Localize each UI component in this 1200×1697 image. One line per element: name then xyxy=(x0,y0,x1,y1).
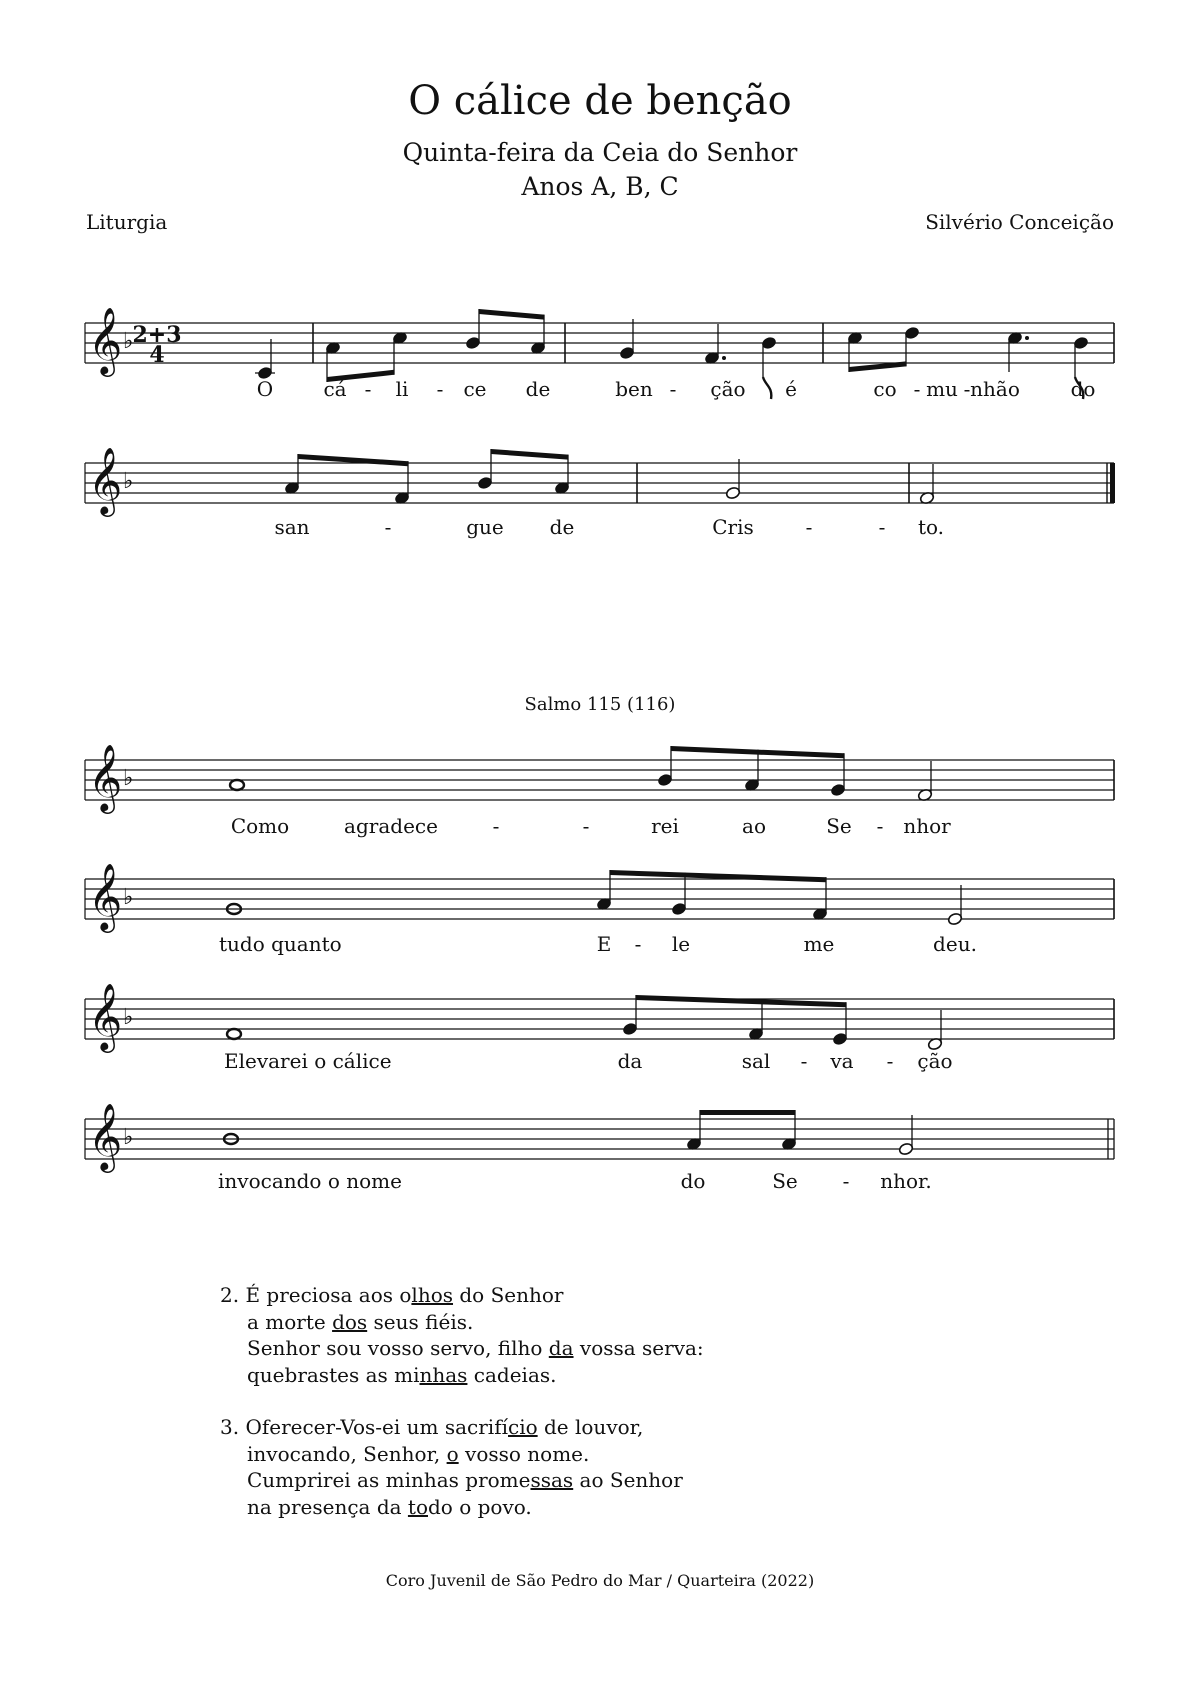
stressed-syllable: ssas xyxy=(530,1468,574,1492)
note-E4 xyxy=(947,885,963,926)
verse-text: Oferecer-Vos-ei um sacrifí xyxy=(245,1415,508,1439)
verse-line xyxy=(220,1335,704,1362)
lyric-syllable: va xyxy=(830,1049,854,1073)
note-A4 xyxy=(744,750,760,792)
final-barline xyxy=(1110,463,1115,503)
verse-stanza-3 xyxy=(220,1414,704,1520)
verse-text: seus fiéis. xyxy=(367,1309,474,1334)
verse-text: do Senhor xyxy=(453,1283,564,1307)
treble-clef-icon: 𝄞 xyxy=(88,306,123,374)
verse-text: ao Senhor xyxy=(573,1468,683,1492)
staff-psalm-1 xyxy=(85,743,1114,814)
note-D5 xyxy=(904,326,920,366)
verse-text: de louvor, xyxy=(537,1415,644,1439)
composer-credit: Silvério Conceição xyxy=(925,210,1114,234)
stressed-syllable: to xyxy=(407,1494,428,1519)
note-G4 xyxy=(622,995,638,1036)
song-title: O cálice de benção xyxy=(408,78,792,124)
note-C5 xyxy=(1007,331,1029,372)
flat-key-signature-icon: ♭ xyxy=(123,469,134,494)
treble-clef-icon: 𝄞 xyxy=(88,1102,123,1170)
lyric-syllable: co xyxy=(873,377,897,401)
lyric-syllable: ben xyxy=(615,377,653,401)
flat-key-signature-icon: ♭ xyxy=(123,329,134,354)
lyric-syllable: Cris xyxy=(712,515,754,539)
staff-psalm-3 xyxy=(85,982,1114,1053)
verse-text: Senhor sou vosso servo, filho xyxy=(247,1336,549,1360)
verse-text: vossa serva: xyxy=(573,1336,704,1360)
staff-psalm-2 xyxy=(85,862,1114,933)
lyric-hyphen: - xyxy=(800,1049,808,1073)
treble-clef-icon: 𝄞 xyxy=(88,446,123,514)
note-A4 xyxy=(596,870,612,911)
time-signature-bottom: 4 xyxy=(149,342,165,368)
lyric-syllable: tudo quanto xyxy=(219,932,342,956)
beam xyxy=(491,449,568,460)
lyric-syllable: ção xyxy=(917,1049,953,1073)
staff-psalm-4 xyxy=(85,1102,1114,1173)
lyric-hyphen: - xyxy=(913,377,921,401)
lyric-syllable: nhão xyxy=(970,377,1020,401)
note-F4 xyxy=(917,761,933,802)
lyric-syllable: ce xyxy=(463,377,487,401)
verse-text: do o povo. xyxy=(428,1494,532,1519)
note-F4 xyxy=(919,464,935,505)
lyric-syllable: cá xyxy=(323,377,347,401)
lyric-hyphen: - xyxy=(634,932,642,956)
note-A4 xyxy=(230,780,244,790)
lyric-syllable: O xyxy=(256,377,274,401)
stressed-syllable: dos xyxy=(332,1309,368,1334)
lyric-syllable: ção xyxy=(710,377,746,401)
lyric-hyphen: - xyxy=(364,377,372,401)
note-Bb4 xyxy=(761,336,777,399)
lyric-hyphen: - xyxy=(878,515,886,539)
lyric-hyphen: - xyxy=(492,814,500,838)
verse-text: a morte xyxy=(247,1309,333,1334)
beam xyxy=(700,1110,795,1115)
lyric-syllable: sal xyxy=(741,1049,771,1073)
verse-number: 2. xyxy=(220,1283,246,1307)
verse-text: quebrastes as mi xyxy=(247,1362,420,1387)
lyric-syllable: deu. xyxy=(933,932,977,956)
stressed-syllable: o xyxy=(446,1441,459,1466)
verse-stanza-2 xyxy=(220,1282,704,1388)
note-F4 xyxy=(704,324,726,365)
flat-key-signature-icon: ♭ xyxy=(123,885,134,910)
verse-text: É preciosa aos o xyxy=(245,1283,412,1307)
verses-block xyxy=(220,1282,704,1546)
treble-clef-icon: 𝄞 xyxy=(88,982,123,1050)
lyric-syllable: le xyxy=(671,932,691,956)
psalm-label: Salmo 115 (116) xyxy=(524,694,676,715)
note-C5 xyxy=(847,331,863,372)
lyric-syllable: mu xyxy=(926,377,958,401)
lyric-syllable: to. xyxy=(917,515,945,539)
lyric-hyphen: - xyxy=(384,515,392,539)
treble-clef-icon: 𝄞 xyxy=(88,862,123,930)
verse-text: na presença da xyxy=(247,1494,408,1519)
song-years: Anos A, B, C xyxy=(521,172,679,201)
staff-refrain-2 xyxy=(85,446,1115,517)
note-G4 xyxy=(898,1115,914,1156)
verse-line xyxy=(220,1282,704,1309)
lyric-hyphen: - xyxy=(963,377,971,401)
note-G4 xyxy=(725,459,741,500)
lyric-syllable: de xyxy=(549,515,575,539)
note-F4 xyxy=(748,999,764,1041)
stressed-syllable: cio xyxy=(508,1415,538,1439)
lyric-syllable: gue xyxy=(466,515,504,539)
lyric-syllable: Elevarei o cálice xyxy=(224,1049,392,1073)
verse-line xyxy=(220,1309,704,1336)
note-A4 xyxy=(686,1110,702,1151)
lyric-hyphen: - xyxy=(876,814,884,838)
lyric-syllable: agradece xyxy=(344,814,438,838)
lyric-syllable: da xyxy=(617,1049,643,1073)
note-A4 xyxy=(284,454,300,495)
lyric-syllable: do xyxy=(1070,377,1096,401)
lyric-syllable: Se xyxy=(772,1169,798,1193)
lyric-syllable: Se xyxy=(826,814,852,838)
beam xyxy=(298,454,408,466)
lyric-syllable: nhor xyxy=(903,814,951,838)
stressed-syllable: da xyxy=(548,1336,574,1360)
poet-credit: Liturgia xyxy=(86,210,168,234)
lyric-syllable: rei xyxy=(651,814,679,838)
lyric-syllable: é xyxy=(785,377,797,401)
lyric-syllable: nhor. xyxy=(880,1169,932,1193)
flat-key-signature-icon: ♭ xyxy=(123,1125,134,1150)
note-Bb4 xyxy=(657,746,673,787)
beam xyxy=(610,870,826,882)
lyric-syllable: E xyxy=(596,932,612,956)
note-D4 xyxy=(927,1010,943,1051)
note-G4 xyxy=(619,319,635,360)
footer-credit: Coro Juvenil de São Pedro do Mar / Quarteira (2022) xyxy=(385,1571,815,1590)
lyric-syllable: Como xyxy=(230,814,290,838)
verse-text: vosso nome. xyxy=(458,1441,590,1466)
verse-line xyxy=(220,1494,704,1521)
beam xyxy=(636,995,846,1007)
verse-line xyxy=(220,1362,704,1389)
beam xyxy=(479,309,544,320)
staff-refrain-1 xyxy=(85,306,1114,399)
song-subtitle: Quinta-feira da Ceia do Senhor xyxy=(402,138,798,167)
verse-number: 3. xyxy=(220,1415,246,1439)
lyric-hyphen: - xyxy=(886,1049,894,1073)
lyric-syllable: ao xyxy=(742,814,766,838)
note-Bb4 xyxy=(465,309,481,350)
note-A4 xyxy=(554,455,570,495)
note-A4 xyxy=(530,315,546,355)
time-signature-top: 2+3 xyxy=(132,322,182,348)
verse-text: Cumprirei as minhas prome xyxy=(247,1468,531,1492)
lyric-hyphen: - xyxy=(669,377,677,401)
note-A4 xyxy=(781,1110,797,1151)
lyric-syllable: invocando o nome xyxy=(218,1169,402,1193)
stressed-syllable: nhas xyxy=(419,1362,468,1387)
lyric-syllable: de xyxy=(525,377,551,401)
note-F4 xyxy=(227,1029,241,1039)
note-C4 xyxy=(255,339,275,380)
lyric-hyphen: - xyxy=(582,814,590,838)
flat-key-signature-icon: ♭ xyxy=(123,1005,134,1030)
verse-text: invocando, Senhor, xyxy=(247,1441,447,1466)
flat-key-signature-icon: ♭ xyxy=(123,766,134,791)
verse-line xyxy=(220,1467,704,1494)
lyric-syllable: li xyxy=(395,377,409,401)
note-Bb4 xyxy=(477,449,493,490)
lyric-syllable: san xyxy=(274,515,310,539)
verse-text: cadeias. xyxy=(467,1362,557,1387)
verse-line xyxy=(220,1414,704,1441)
lyric-hyphen: - xyxy=(842,1169,850,1193)
lyric-syllable: me xyxy=(803,932,835,956)
lyric-syllable: do xyxy=(680,1169,706,1193)
stressed-syllable: lhos xyxy=(411,1283,454,1307)
lyric-hyphen: - xyxy=(805,515,813,539)
lyric-hyphen: - xyxy=(436,377,444,401)
treble-clef-icon: 𝄞 xyxy=(88,743,123,811)
verse-line xyxy=(220,1441,704,1468)
